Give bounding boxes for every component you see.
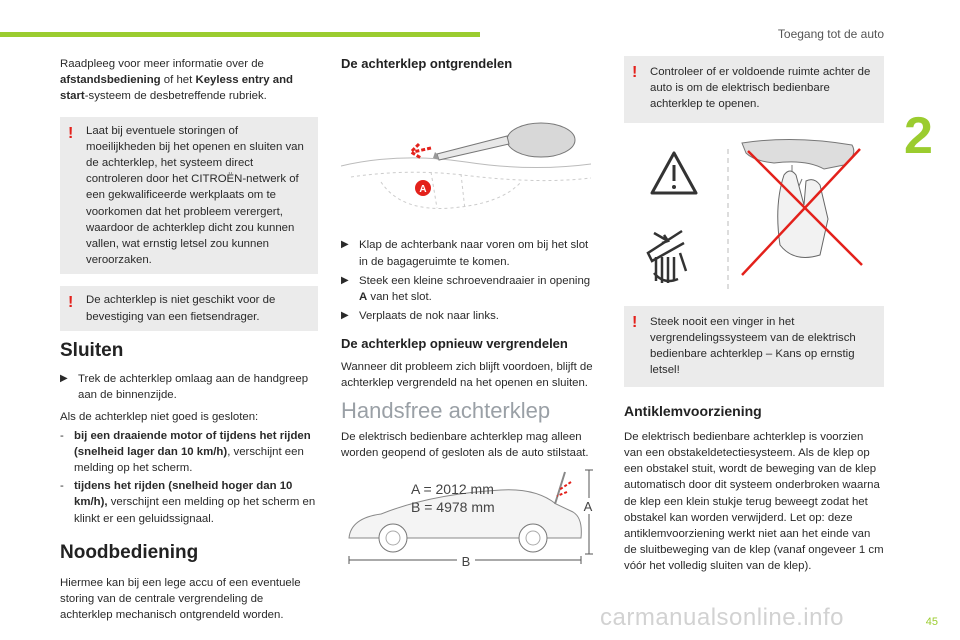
antiklem-text: De elektrisch bedienbare achterklep is voorzien van een obstakeldetectiesysteem. Als de klep op een obstakel stuit, wordt de beweging van de klep automatisch door dit systeem onderbroken waarna de klep een klein stukje terug beweegt zodat het obstakel kan worden verwijderd. Let op: deze antiklemvoorziening werkt niet aan het einde van de sluitbeweging van de klep (vanaf ongeveer 1 cm vóór het volledig sluiten van de klep). xyxy=(624,430,884,573)
warning-exclamation-icon: ! xyxy=(68,294,74,312)
bullet-arrow-icon: ▶ xyxy=(341,239,349,251)
dimension-label-b: B xyxy=(461,553,471,568)
column-left xyxy=(60,56,318,630)
bullet-item: ▶ Klap de achterbank naar voren om bij het slot in de bagageruimte te komen. xyxy=(341,239,589,268)
heading-opnieuw-vergrendelen: De achterklep opnieuw vergrendelen xyxy=(341,336,568,352)
heading-noodbediening: Noodbediening xyxy=(60,541,199,563)
top-accent-bar xyxy=(0,32,480,37)
heading-ontgrendelen: De achterklep ontgrendelen xyxy=(341,56,513,71)
warning-exclamation-icon: ! xyxy=(68,124,74,142)
bullet-item: ▶ Trek de achterklep omlaag aan de handgreep aan de binnenzijde. xyxy=(60,373,309,402)
heading-antiklem: Antiklemvoorziening xyxy=(624,402,762,419)
pinch-warning-illustration xyxy=(624,135,884,293)
warning-box-bike-rack: ! De achterklep is niet geschikt voor de bevestiging van een fietsendrager. xyxy=(60,286,318,330)
watermark: carmanualsonline.info xyxy=(600,604,844,631)
heading-handsfree: Handsfree achterklep xyxy=(341,398,551,424)
bullet-arrow-icon: ▶ xyxy=(60,373,68,385)
dimension-a-value: A = 2012 mm xyxy=(411,480,494,497)
bullet-item: ▶ Steek een kleine schroevendraaier in opening A van het slot. xyxy=(341,274,591,304)
bullet-arrow-icon: ▶ xyxy=(341,274,349,286)
chapter-number: 2 xyxy=(904,107,933,165)
dash-item: - tijdens het rijden (snelheid hoger dan 10 km/h), verschijnt een melding op het scherm en klinkt er een geluidssignaal. xyxy=(60,480,316,525)
intro-paragraph: Raadpleeg voor meer informatie over de afstandsbediening of het Keyless entry and start-systeem de desbetreffende rubriek. xyxy=(60,58,293,103)
label-a-marker: A xyxy=(419,184,427,196)
column-middle xyxy=(341,56,599,573)
warning-exclamation-icon: ! xyxy=(632,64,638,81)
noodbediening-text: Hiermee kan bij een lege accu of een eventuele storing van de centrale vergrendeling de achterklep mechanisch ontgrendeld worden. xyxy=(60,577,301,622)
bullet-item: ▶ Verplaats de nok naar links. xyxy=(341,308,599,324)
heading-sluiten: Sluiten xyxy=(60,339,124,361)
warning-box-space: ! Controleer of er voldoende ruimte achter de auto is om de elektrisch bedienbare achterklep te openen. xyxy=(624,56,884,123)
unlock-illustration xyxy=(341,82,591,210)
bullet-arrow-icon: ▶ xyxy=(341,310,349,322)
dash-item: - bij een draaiende motor of tijdens het rijden (snelheid lager dan 10 km/h), verschijnt een melding op het scherm. xyxy=(60,429,311,475)
car-dimension-illustration xyxy=(341,468,599,568)
dimension-b-value: B = 4978 mm xyxy=(411,498,495,515)
handsfree-text: De elektrisch bedienbare achterklep mag alleen worden geopend of gesloten als de auto stilstaat. xyxy=(341,431,589,460)
dimension-label-a: A xyxy=(583,498,593,514)
hand-icon xyxy=(648,231,686,283)
page-number: 45 xyxy=(925,616,938,628)
relock-text: Wanneer dit probleem zich blijft voordoen, blijft de achterklep vergrendeld na het openen en sluiten. xyxy=(341,360,593,389)
column-right xyxy=(624,56,884,581)
warning-box-malfunction: ! Laat bij eventuele storingen of moeilijkheden bij het openen en sluiten van de achterklep, het systeem direct controleren door het CITROËN-netwerk of een gekwalificeerde werkplaats om te voorkomen dat het probleem verergert, waardoor de achterklep dicht zou kunnen vallen, wat ernstig letsel zou kunnen veroorzaken. xyxy=(60,117,318,275)
warning-exclamation-icon: ! xyxy=(632,313,638,331)
not-closed-text: Als de achterklep niet goed is gesloten: xyxy=(60,411,259,424)
section-header: Toegang tot de auto xyxy=(777,27,884,41)
warning-box-finger: ! Steek nooit een vinger in het vergrendelingssysteem van de elektrisch bedienbare achterklep – Kans op ernstig letsel! xyxy=(624,306,884,387)
